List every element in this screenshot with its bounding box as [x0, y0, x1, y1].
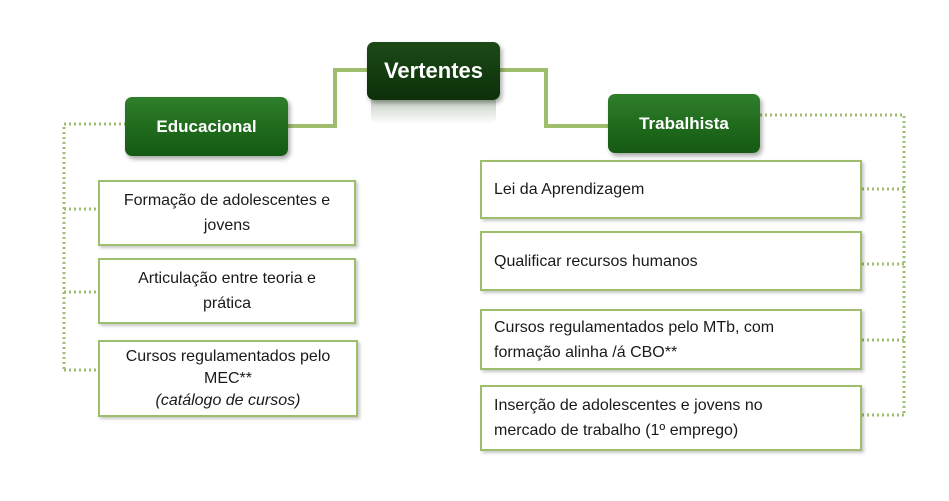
- educacional-item-2: [98, 258, 356, 324]
- trabalhista-item-4: [480, 385, 862, 451]
- item-line: Cursos regulamentados pelo: [125, 347, 331, 365]
- branch-node-educacional: [125, 97, 288, 156]
- item-line: mercado de trabalho (1º emprego): [494, 422, 739, 439]
- connector-root-educacional: [288, 70, 368, 126]
- item-line: Cursos regulamentados pelo MTb, com: [494, 318, 775, 336]
- trabalhista-item-3: [480, 309, 862, 370]
- connector-root-trabalhista: [500, 70, 608, 126]
- item-line: Qualificar recursos humanos: [494, 252, 698, 270]
- branch-label-trabalhista: Trabalhista: [639, 113, 729, 133]
- item-line: Formação de adolescentes e: [123, 192, 331, 209]
- item-line: formação alinha /á CBO**: [494, 343, 678, 361]
- item-line: Inserção de adolescentes e jovens no: [494, 397, 763, 414]
- root-label: Vertentes: [383, 58, 484, 83]
- branch-label-educacional: Educacional: [156, 116, 257, 136]
- item-line: Articulação entre teoria e: [138, 270, 316, 287]
- item-line: Lei da Aprendizagem: [494, 181, 645, 198]
- root-node-vertentes: [367, 42, 500, 100]
- trabalhista-item-1: [480, 160, 862, 219]
- item-line: MEC**: [203, 369, 252, 387]
- item-line: jovens: [203, 217, 251, 234]
- educacional-bracket: [64, 124, 126, 370]
- branch-node-trabalhista: [608, 94, 760, 153]
- educacional-item-1: [98, 180, 356, 246]
- item-note: (catálogo de cursos): [155, 391, 301, 409]
- trabalhista-item-2: [480, 231, 862, 291]
- item-line: prática: [202, 295, 252, 312]
- educacional-item-3: [98, 340, 358, 417]
